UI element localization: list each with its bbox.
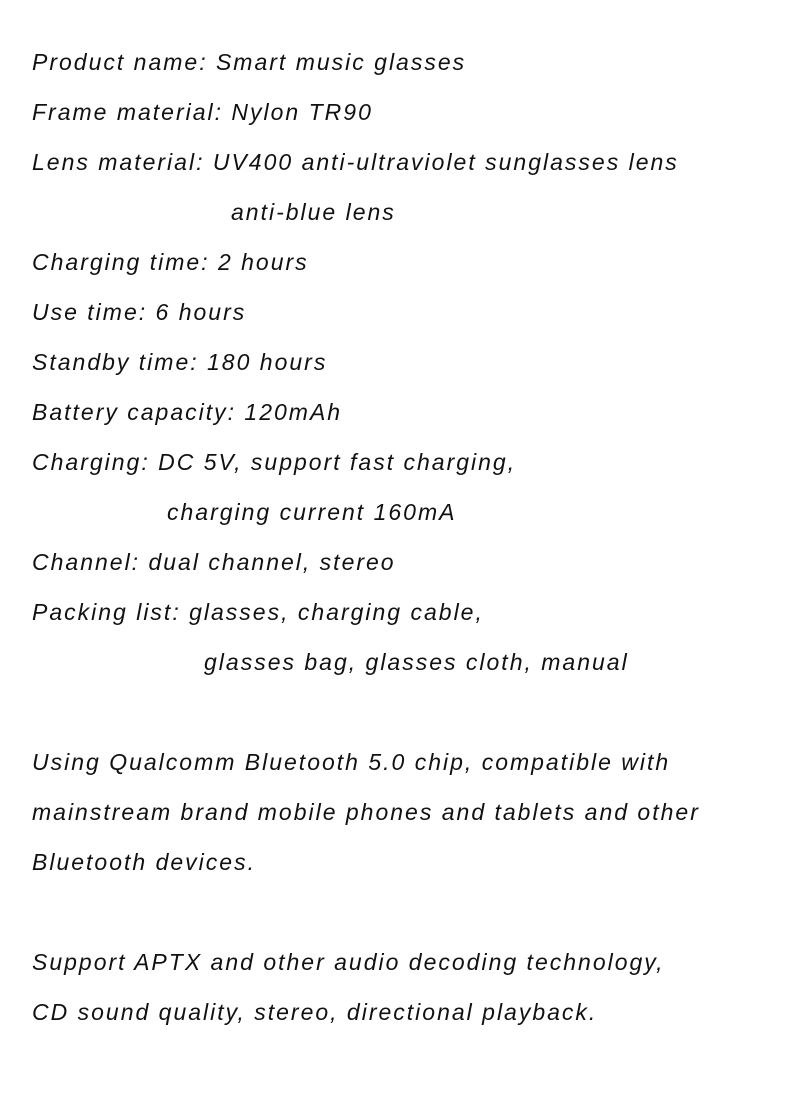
spec-use-time: Use time: 6 hours: [32, 299, 247, 325]
spec-charging-continued: charging current 160mA: [167, 499, 457, 525]
spec-charging: Charging: DC 5V, support fast charging,: [32, 449, 517, 475]
audio-paragraph-line: CD sound quality, stereo, directional playback.: [32, 999, 598, 1025]
spec-channel: Channel: dual channel, stereo: [32, 549, 396, 575]
spec-lens-material: Lens material: UV400 anti-ultraviolet sunglasses lens: [32, 149, 679, 175]
spec-packing-list: Packing list: glasses, charging cable,: [32, 599, 484, 625]
spec-packing-list-continued: glasses bag, glasses cloth, manual: [204, 649, 629, 675]
spec-charging-time: Charging time: 2 hours: [32, 249, 309, 275]
bluetooth-paragraph-line: mainstream brand mobile phones and tablets and other: [32, 799, 700, 825]
audio-paragraph-line: Support APTX and other audio decoding technology,: [32, 949, 665, 975]
spec-standby-time: Standby time: 180 hours: [32, 349, 328, 375]
bluetooth-paragraph-line: Bluetooth devices.: [32, 849, 256, 875]
bluetooth-paragraph-line: Using Qualcomm Bluetooth 5.0 chip, compatible with: [32, 749, 671, 775]
spec-frame-material: Frame material: Nylon TR90: [32, 99, 373, 125]
spec-product-name: Product name: Smart music glasses: [32, 49, 467, 75]
spec-lens-material-continued: anti-blue lens: [231, 199, 396, 225]
spec-battery-capacity: Battery capacity: 120mAh: [32, 399, 343, 425]
